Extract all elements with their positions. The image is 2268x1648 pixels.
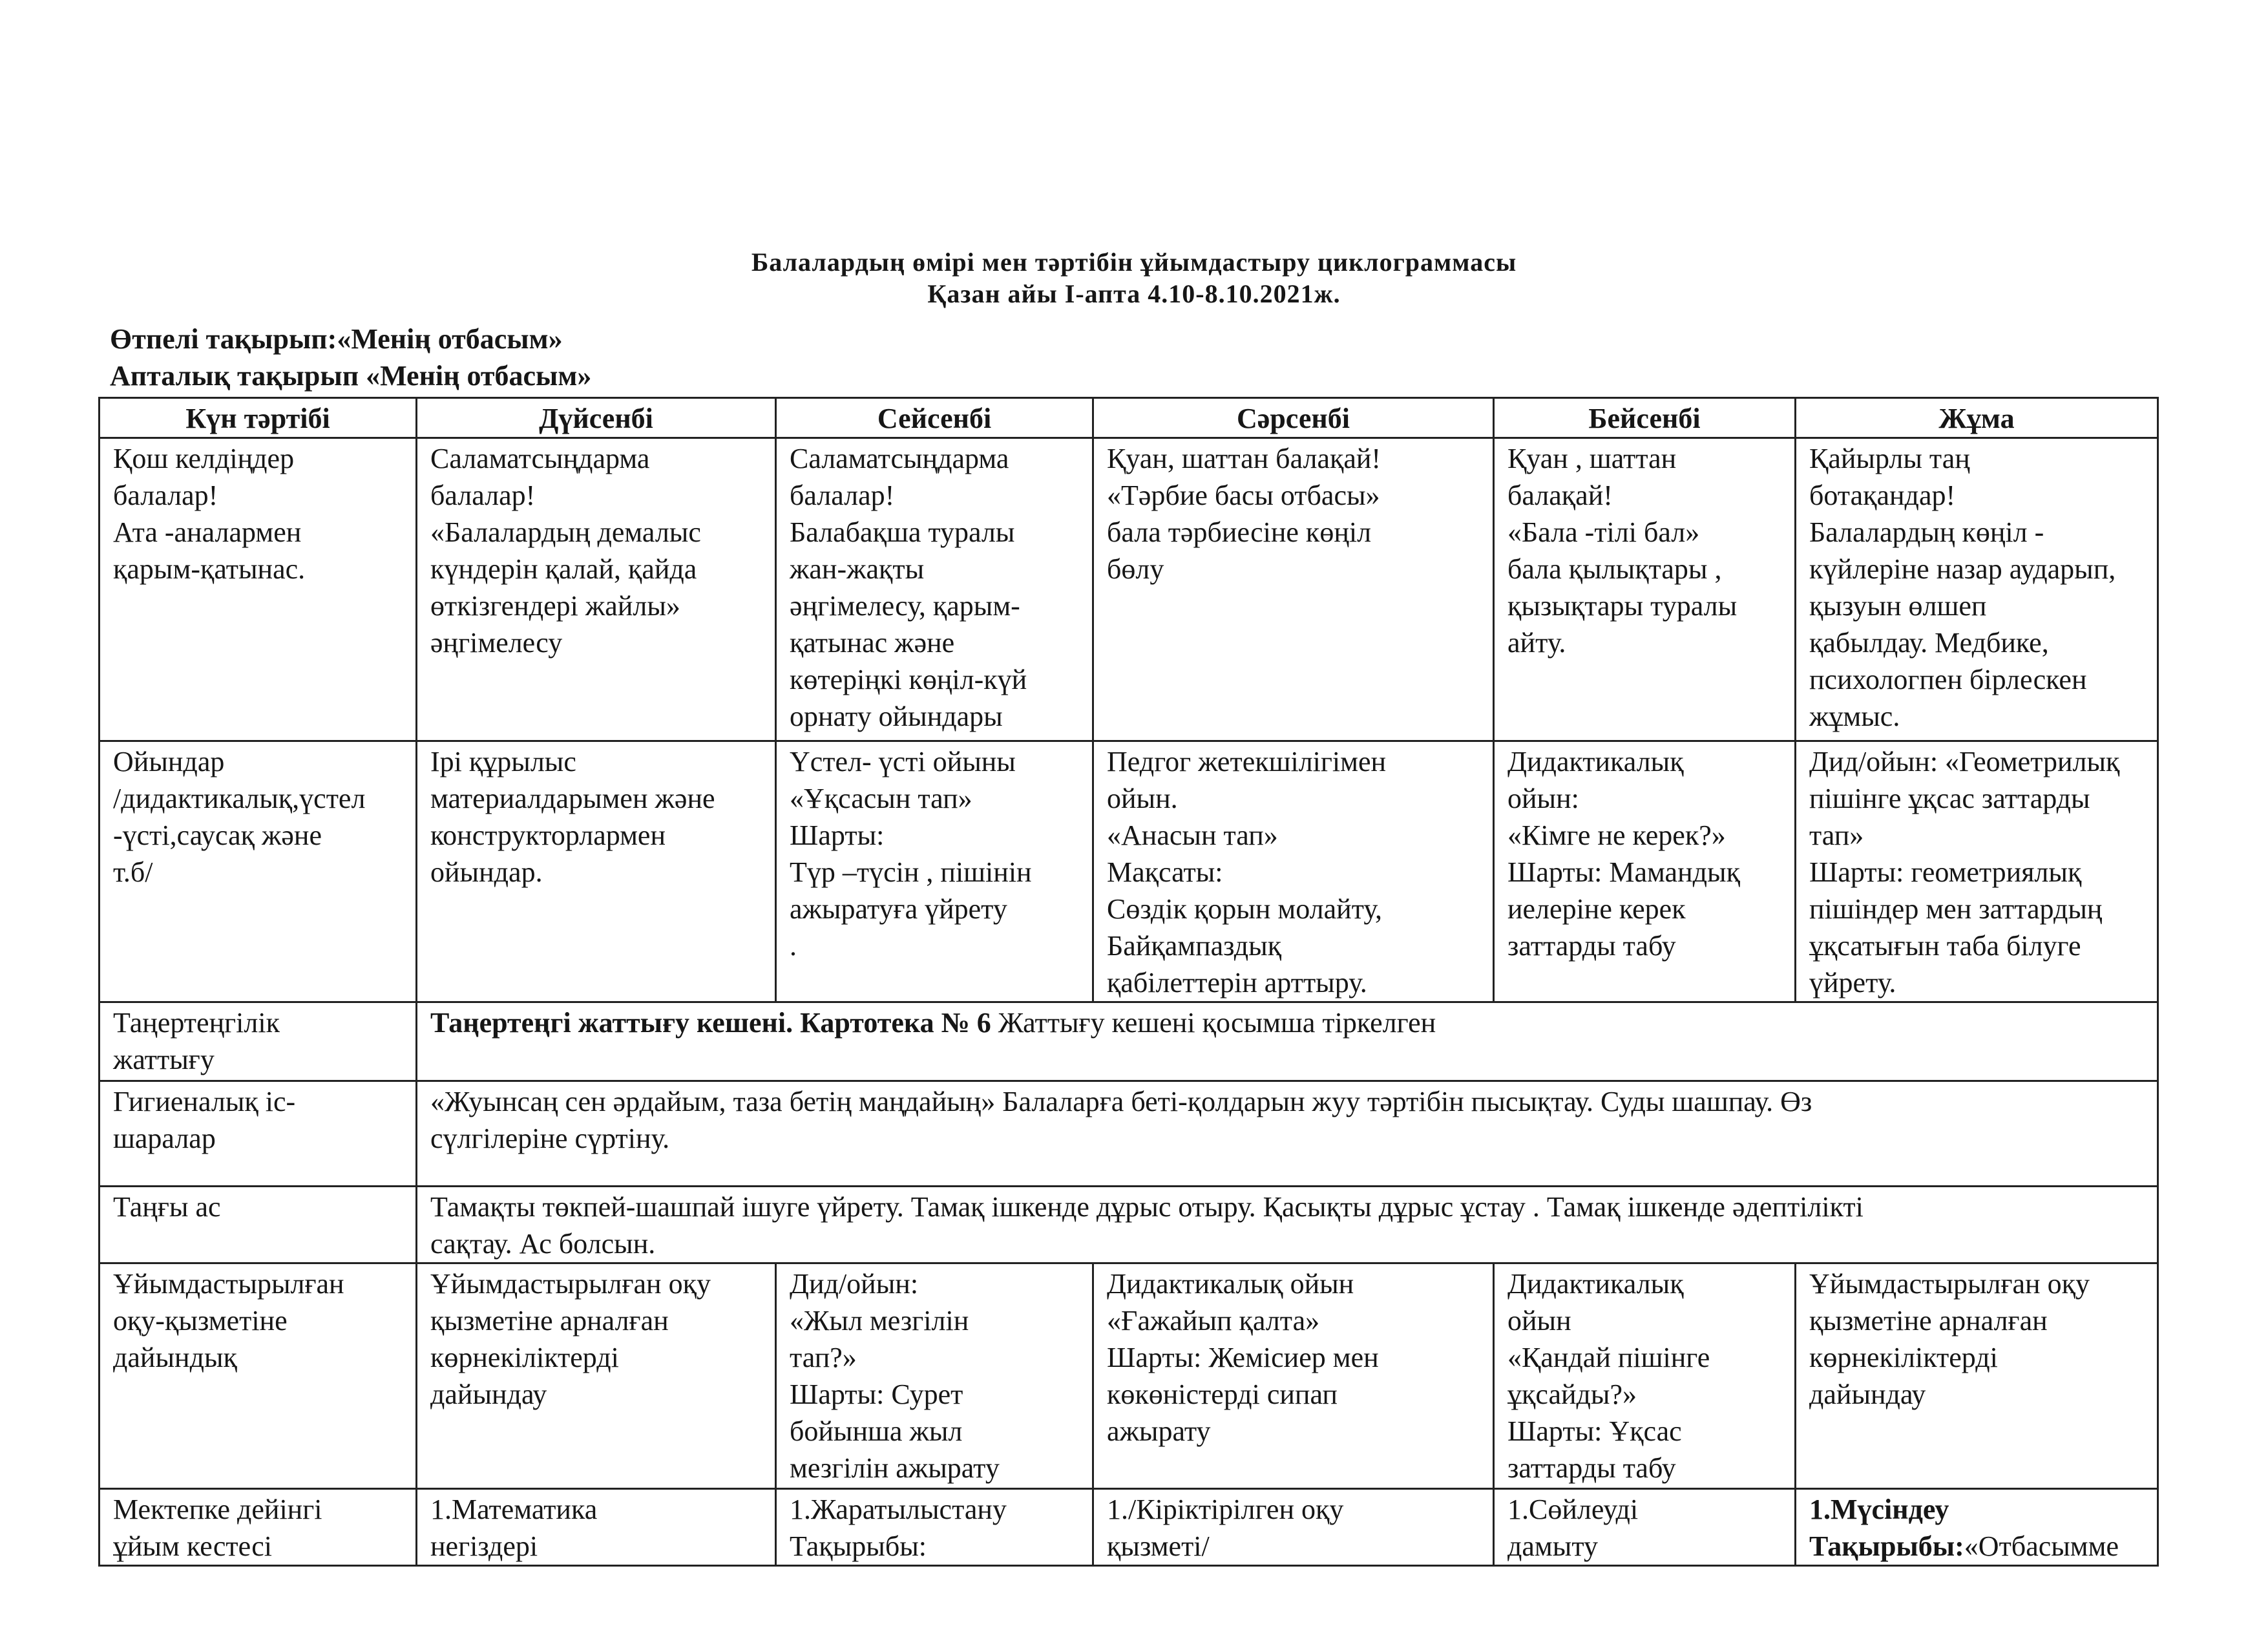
cell-line: Дидактикалық ойын	[1107, 1268, 1354, 1300]
document-title: Балалардың өмірі мен тәртібін ұйымдастыру циклограммасы	[751, 248, 1517, 277]
table-cell	[417, 741, 776, 1002]
table-cell	[1093, 741, 1494, 1002]
row-label	[100, 741, 417, 1002]
cell-line: ұқсайды?»	[1507, 1379, 1637, 1410]
table-cell	[417, 1263, 776, 1489]
exercise-bold-text: Таңертеңгі жаттығу кешені. Картотека № 6	[430, 1007, 991, 1039]
cell-line: Дид/ойын:	[790, 1268, 919, 1300]
cell-line: Балалардың көңіл -	[1809, 516, 2044, 548]
cell-line: Шарты: геометриялық	[1809, 856, 2082, 888]
cell-line: -үсті,саусақ және	[113, 819, 322, 851]
table-row-hygiene	[100, 1081, 2158, 1187]
cell-line: ботақандар!	[1809, 480, 1956, 511]
table-row-games	[100, 741, 2158, 1002]
transitional-theme: Өтпелі тақырып:«Менің отбасым»	[110, 323, 563, 355]
cell-line: жұмыс.	[1809, 701, 1900, 732]
cell-line: оқу-қызметіне	[113, 1305, 288, 1336]
cell-line: Қош келдіңдер	[113, 443, 295, 474]
cell-line: бөлу	[1107, 553, 1164, 585]
cell-line: /дидактикалық,үстел	[113, 783, 366, 814]
cell-line: күндерін қалай, қайда	[430, 553, 697, 585]
cell-line: Саламатсыңдарма	[790, 443, 1009, 474]
table-row-schedule	[100, 1489, 2158, 1566]
cell-line: қабілеттерін арттыру.	[1107, 967, 1367, 998]
cell-line: ойын	[1507, 1305, 1571, 1336]
table-cell	[1494, 438, 1796, 741]
header-cell-wednesday: Сәрсенбі	[1093, 398, 1494, 438]
cell-line: балалар!	[430, 480, 536, 511]
cell-line: иелеріне керек	[1507, 893, 1686, 925]
cell-line: Дид/ойын: «Геометрилық	[1809, 746, 2120, 777]
table-cell	[417, 1489, 776, 1566]
cell-line: Дидактикалық	[1507, 746, 1684, 777]
table-cell	[1796, 1263, 2158, 1489]
cell-line: Тамақты төкпей-шашпай ішуге үйрету. Тамақ ішкенде дұрыс отыру. Қасықты дұрыс ұстау . Тамақ ішкенде әдептілікті	[430, 1191, 1864, 1223]
table-cell	[776, 1489, 1093, 1566]
cell-line: Таңғы ас	[113, 1191, 221, 1223]
header-cell-friday: Жұма	[1796, 398, 2158, 438]
cell-line: ажырату	[1107, 1415, 1211, 1447]
cell-line: «Бала -тілі бал»	[1507, 516, 1700, 548]
table-row-preparation	[100, 1263, 2158, 1489]
cell-line: Түр –түсін , пішінін	[790, 856, 1032, 888]
cell-line: ұйым кестесі	[113, 1530, 272, 1562]
cell-line: 1.Жаратылыстану	[790, 1494, 1007, 1525]
cell-line: дайындау	[430, 1379, 547, 1410]
cell-line: конструкторлармен	[430, 819, 666, 851]
cell-line: көрнекіліктерді	[1809, 1342, 1998, 1373]
cell-line: қызықтары туралы	[1507, 590, 1738, 622]
cell-line: Қайырлы таң	[1809, 443, 1970, 474]
cell-line: дамыту	[1507, 1530, 1598, 1562]
cell-line: «Жуынсаң сен әрдайым, таза бетің маңдайың» Балаларға беті-қолдарын жуу тәртібін пысықтау. Суды шашпау. Өз	[430, 1086, 1812, 1117]
cell-line: «Тәрбие басы отбасы»	[1107, 480, 1380, 511]
cell-line: балақай!	[1507, 480, 1613, 511]
header-cell-schedule: Күн тәртібі	[100, 398, 417, 438]
table-row-exercise	[100, 1002, 2158, 1081]
cell-line: психологпен бірлескен	[1809, 664, 2087, 695]
cell-line	[1809, 1528, 2152, 1565]
document-subtitle: Қазан айы I-апта 4.10-8.10.2021ж.	[927, 279, 1341, 308]
topic-text: «Отбасымме	[1964, 1530, 2119, 1562]
row-label	[100, 1187, 417, 1263]
breakfast-cell	[417, 1187, 2158, 1263]
cell-line: Ойындар	[113, 746, 225, 777]
cell-line: қызметіне арналған	[1809, 1305, 2048, 1336]
table-row-breakfast	[100, 1187, 2158, 1263]
cell-line: Ұйымдастырылған оқу	[1809, 1268, 2090, 1300]
cell-line: Байқампаздық	[1107, 930, 1282, 962]
cell-line: Балабақша туралы	[790, 516, 1015, 548]
cell-line: айту.	[1507, 627, 1566, 659]
cell-line: қызметі/	[1107, 1530, 1210, 1562]
header-cell-thursday: Бейсенбі	[1494, 398, 1796, 438]
exercise-cell	[417, 1002, 2158, 1081]
cell-line: материалдарымен және	[430, 783, 715, 814]
header-cell-tuesday: Сейсенбі	[776, 398, 1093, 438]
cell-line: шаралар	[113, 1123, 216, 1154]
cell-line: көрнекіліктерді	[430, 1342, 619, 1373]
cell-line: «Анасын тап»	[1107, 819, 1278, 851]
cell-line: дайындау	[1809, 1379, 1926, 1410]
cell-line: ойын:	[1507, 783, 1579, 814]
cell-line: Дидактикалық	[1507, 1268, 1684, 1300]
cell-line: Таңертеңгілік	[113, 1007, 280, 1039]
cell-line: үйрету.	[1809, 967, 1896, 998]
exercise-normal-text: Жаттығу кешені қосымша тіркелген	[991, 1007, 1436, 1039]
cell-line: Ұйымдастырылған оқу	[430, 1268, 711, 1300]
cell-line: заттарды табу	[1507, 930, 1676, 962]
cell-line: қатынас және	[790, 627, 955, 659]
cell-line: Сөздік қорын молайту,	[1107, 893, 1382, 925]
table-cell	[1093, 1263, 1494, 1489]
cyclogram-table	[98, 397, 2159, 1567]
cell-line: бала қылықтары ,	[1507, 553, 1722, 585]
header-cell-monday: Дүйсенбі	[417, 398, 776, 438]
cell-line: Ірі құрылыс	[430, 746, 576, 777]
table-cell	[1796, 741, 2158, 1002]
cell-line: ажыратуға үйрету	[790, 893, 1007, 925]
cell-line: сақтау. Ас болсын.	[430, 1228, 656, 1260]
cell-line: 1./Кіріктірілген оқу	[1107, 1494, 1344, 1525]
table-cell	[1093, 438, 1494, 741]
cell-line: көтеріңкі көңіл-күй	[790, 664, 1027, 695]
cell-line: Қуан, шаттан балақай!	[1107, 443, 1381, 474]
hygiene-cell	[417, 1081, 2158, 1187]
cell-line: Мақсаты:	[1107, 856, 1223, 888]
cell-line: бойынша жыл	[790, 1415, 963, 1447]
cell-line: пішіндер мен заттардың	[1809, 893, 2103, 925]
cell-line: қызметіне арналған	[430, 1305, 669, 1336]
cell-line: өткізгендері жайлы»	[430, 590, 680, 622]
cell-line: Шарты: Ұқсас	[1507, 1415, 1682, 1447]
cell-line: қарым-қатынас.	[113, 553, 306, 585]
cell-line: қызуын өлшеп	[1809, 590, 1987, 622]
table-cell	[776, 741, 1093, 1002]
cell-line: «Қандай пішінге	[1507, 1342, 1710, 1373]
cell-line: мезгілін ажырату	[790, 1452, 1000, 1484]
cell-line: пішінге ұқсас заттарды	[1809, 783, 2090, 814]
cell-line: Шарты: Мамандық	[1507, 856, 1740, 888]
cell-line: т.б/	[113, 856, 153, 888]
cell-line: жан-жақты	[790, 553, 925, 585]
topic-label: Тақырыбы:	[1809, 1530, 1964, 1562]
cell-line: орнату ойындары	[790, 701, 1003, 732]
cell-line: Тақырыбы:	[790, 1530, 927, 1562]
table-cell	[1494, 741, 1796, 1002]
table-cell	[1796, 438, 2158, 741]
cell-line: көкөністерді сипап	[1107, 1379, 1338, 1410]
row-label	[100, 438, 417, 741]
cell-line: әңгімелесу, қарым-	[790, 590, 1020, 622]
table-cell	[1494, 1489, 1796, 1566]
cell-line: Қуан , шаттан	[1507, 443, 1677, 474]
weekly-theme: Апталық тақырып «Менің отбасым»	[110, 360, 592, 392]
header-row	[100, 398, 2158, 438]
cell-line: Педгог жетекшілігімен	[1107, 746, 1387, 777]
cell-line: 1.Мүсіндеу	[1809, 1494, 1949, 1525]
row-label	[100, 1002, 417, 1081]
table-cell	[1796, 1489, 2158, 1566]
cell-line: заттарды табу	[1507, 1452, 1676, 1484]
cell-line: әңгімелесу	[430, 627, 563, 659]
cell-line: жаттығу	[113, 1044, 215, 1075]
cell-line: Ұйымдастырылған	[113, 1268, 344, 1300]
cell-line: Шарты:	[790, 819, 885, 851]
cell-line: балалар!	[790, 480, 895, 511]
cell-line: «Жыл мезгілін	[790, 1305, 969, 1336]
table-cell	[776, 1263, 1093, 1489]
cell-line: тап?»	[790, 1342, 857, 1373]
row-label	[100, 1081, 417, 1187]
cell-line: күйлеріне назар аударып,	[1809, 553, 2116, 585]
cell-line: ойындар.	[430, 856, 543, 888]
cell-line: .	[790, 930, 797, 962]
cell-line: ұқсатығын таба білуге	[1809, 930, 2081, 962]
cell-line: дайындық	[113, 1342, 237, 1373]
table-row-greeting	[100, 438, 2158, 741]
cell-line: негіздері	[430, 1530, 538, 1562]
row-label	[100, 1489, 417, 1566]
cell-line: Гигиеналық іс-	[113, 1086, 296, 1117]
cell-line: қабылдау. Медбике,	[1809, 627, 2049, 659]
cell-line: Ата -аналармен	[113, 516, 302, 548]
cell-line: Саламатсыңдарма	[430, 443, 650, 474]
cell-line: «Кімге не керек?»	[1507, 819, 1726, 851]
cell-line: 1.Математика	[430, 1494, 598, 1525]
cell-line: Шарты: Жемісиер мен	[1107, 1342, 1379, 1373]
cell-line: Үстел- үсті ойыны	[790, 746, 1016, 777]
cell-line: ойын.	[1107, 783, 1178, 814]
table-cell	[1093, 1489, 1494, 1566]
cell-line: «Балалардың демалыс	[430, 516, 701, 548]
cell-line: 1.Сөйлеуді	[1507, 1494, 1639, 1525]
cell-line: сүлгілеріне сүртіну.	[430, 1123, 670, 1154]
cell-line: «Ұқсасын тап»	[790, 783, 972, 814]
cell-line: Мектепке дейінгі	[113, 1494, 322, 1525]
cell-line: балалар!	[113, 480, 218, 511]
cell-line: бала тәрбиесіне көңіл	[1107, 516, 1372, 548]
row-label	[100, 1263, 417, 1489]
table-cell	[1494, 1263, 1796, 1489]
table-cell	[776, 438, 1093, 741]
cell-line: Шарты: Сурет	[790, 1379, 963, 1410]
cell-line: «Ғажайып қалта»	[1107, 1305, 1320, 1336]
cell-line: тап»	[1809, 819, 1864, 851]
table-cell	[417, 438, 776, 741]
